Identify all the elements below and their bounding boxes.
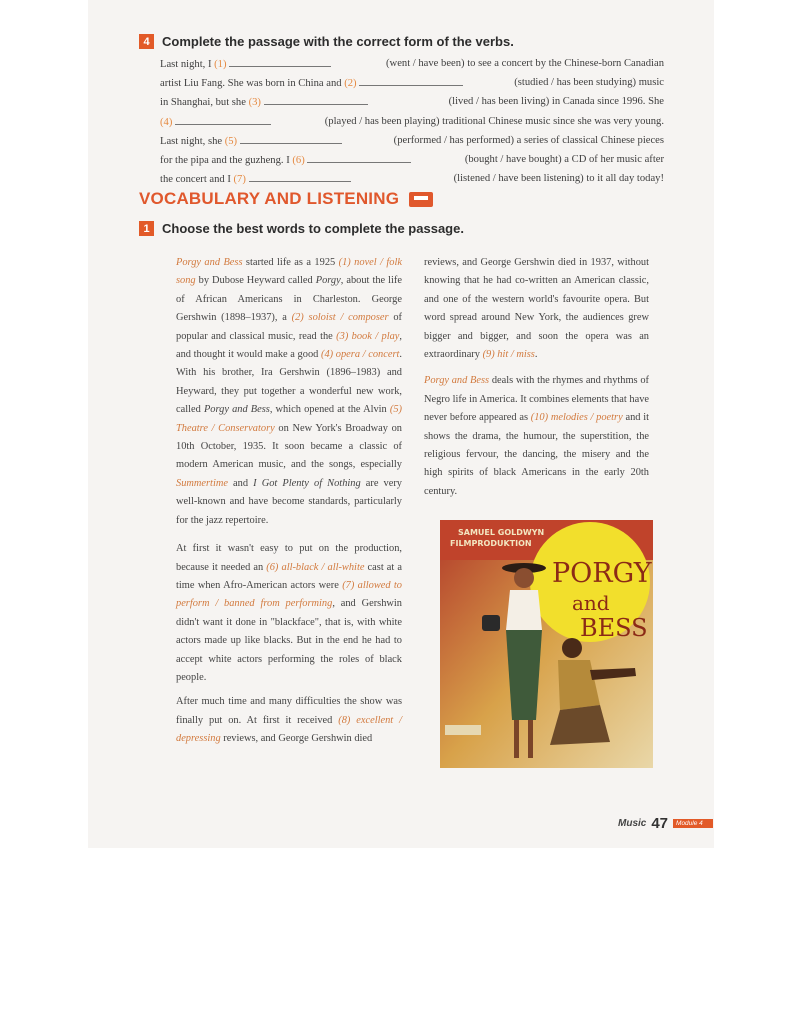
gap-line: artist Liu Fang. She was born in China and (2) (studied / has been studying) music <box>160 74 664 93</box>
gap-line: Last night, I (1) (went / have been) to see a concert by the Chinese-born Canadian <box>160 55 664 74</box>
paragraph: At first it wasn't easy to put on the production, because it needed an (6) all-black / all-white cast at a time when Afro-American actors were (7) allowed to perform / banned from performing, and Gershwin didn't want it done in "blackface", that is, with white actors made up like blacks. But in the end he had to accept white actors performing the roles of black people. <box>176 543 403 683</box>
word-choice[interactable]: (2) soloist / composer <box>291 312 389 324</box>
exercise-instruction: Complete the passage with the correct form of the verbs. <box>162 34 514 49</box>
poster-studio-line1: SAMUEL GOLDWYN <box>458 528 545 537</box>
answer-blank[interactable] <box>307 151 411 163</box>
word-choice[interactable]: (5) Theatre / Conservatory <box>176 404 402 434</box>
exercise-instruction: Choose the best words to complete the passage. <box>162 221 464 236</box>
passage-right-column <box>424 254 649 507</box>
word-choice[interactable]: (6) all-black / all-white <box>266 561 365 573</box>
poster-title-and: and <box>572 591 610 615</box>
gap-line: Last night, she (5) (performed / has performed) a series of classical Chinese pieces <box>160 132 664 151</box>
word-choice[interactable]: (10) melodies / poetry <box>530 412 623 424</box>
listening-icon <box>409 192 433 207</box>
continued-text: reviews, and George Gershwin died <box>220 733 373 745</box>
exercise-4-passage <box>160 55 664 189</box>
exercise-number-badge: 4 <box>139 34 154 49</box>
paragraph: Porgy and Bess deals with the rhymes and rhythms of Negro life in America. It combines elements that have never before appeared as (10) melodies / poetry and it shows the drama, the humour, the superstition, the religious fervour, the dancing, the misery and the high spirits of black Americans in the early 20th century. <box>424 375 649 497</box>
word-choice[interactable]: (7) allowed to perform / banned from performing <box>176 579 403 610</box>
poster-credit-box <box>445 725 481 735</box>
answer-blank[interactable] <box>229 55 331 67</box>
section-name: Music <box>618 818 647 829</box>
word-choice[interactable]: (1) novel / folk song <box>176 257 402 287</box>
paragraph: After much time and many difficulties the show was finally put on. At first it received (8) excellent / depressing reviews, and George Gershwin died <box>176 696 402 745</box>
answer-blank[interactable] <box>240 132 342 144</box>
answer-blank[interactable] <box>264 93 368 105</box>
paragraph: reviews, and George Gershwin died in 1937, without knowing that he had co-written an American classic, and one of the western world's favourite opera. But word spread around New York, the audiences grew bigger and bigger, and soon the opera was an extraordinary (9) hit / miss. <box>424 257 649 361</box>
passage-left-column <box>176 254 402 755</box>
porgy-and-bess-poster <box>440 520 653 768</box>
answer-blank[interactable] <box>175 113 271 125</box>
page-number: 47 <box>651 815 669 832</box>
answer-blank[interactable] <box>249 170 351 182</box>
poster-title-bess: BESS <box>580 614 648 642</box>
gap-line: (4) (played / has been playing) traditional Chinese music since she was very young. <box>160 113 664 132</box>
gap-line: in Shanghai, but she (3) (lived / has been living) in Canada since 1996. She <box>160 93 664 112</box>
gap-line: the concert and I (7) (listened / have been listening) to it all day today! <box>160 170 664 189</box>
answer-blank[interactable] <box>359 74 463 86</box>
word-choice[interactable]: (4) opera / concert <box>321 349 400 361</box>
exercise-4-heading <box>139 34 514 49</box>
poster-studio-line2: FILMPRODUKTION <box>450 539 532 548</box>
poster-title-porgy: PORGY <box>552 558 652 589</box>
paragraph: Porgy and Bess started life as a 1925 (1) novel / folk song by Dubose Heyward called Porgy, about the life of African Americans in Charleston. George Gershwin (1898–1937), a (2) soloist / composer of popular and classical music, read the (3) book / play, and thought it would make a good (4) opera / concert. With his brother, Ira Gershwin (1896–1983) and Heyward, they put together a wonderful new work, called Porgy and Bess, which opened at the Alvin (5) Theatre / Conservatory on New York's Broadway on 10th October, 1935. It soon became a classic of modern American music, and the songs, especially Summertime and I Got Plenty of Nothing are very well-known and have become standards, particularly for the jazz repertoire. <box>176 257 403 526</box>
exercise-number-badge: 1 <box>139 221 154 236</box>
page-footer <box>618 815 713 832</box>
word-choice[interactable]: (3) book / play <box>336 330 400 342</box>
gap-line: for the pipa and the guzheng. I (6) (bought / have bought) a CD of her music after <box>160 151 664 170</box>
section-heading: VOCABULARY AND LISTENING <box>139 189 433 209</box>
word-choice[interactable]: (9) hit / miss <box>482 349 535 361</box>
word-choice[interactable]: (8) excellent / depressing <box>176 714 402 745</box>
exercise-1-heading <box>139 221 464 236</box>
module-badge: Module 4 <box>673 819 713 828</box>
